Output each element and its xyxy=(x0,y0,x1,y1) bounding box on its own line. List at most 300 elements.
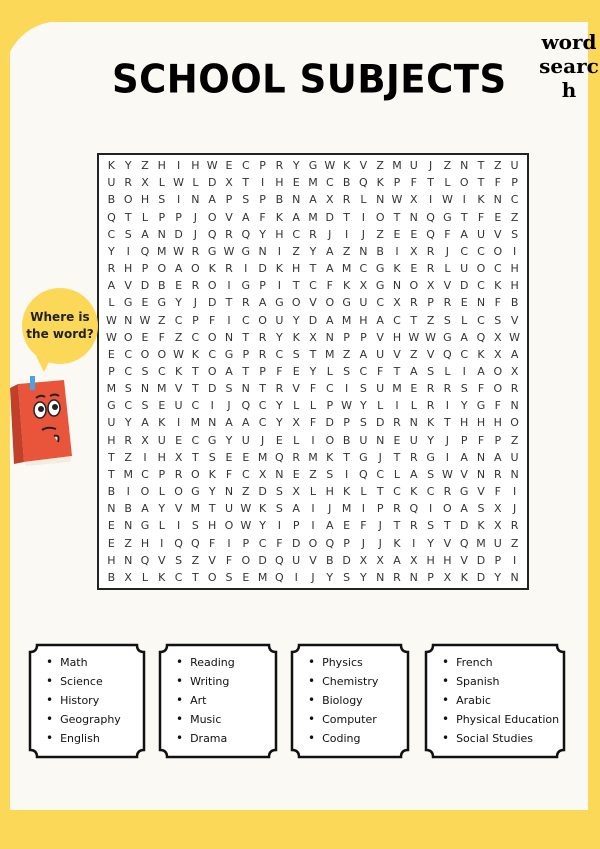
grid-letter[interactable]: S xyxy=(124,227,132,241)
grid-letter[interactable]: C xyxy=(191,433,200,447)
grid-letter[interactable]: K xyxy=(208,262,216,276)
grid-letter[interactable]: X xyxy=(376,553,384,567)
grid-letter[interactable]: D xyxy=(207,296,217,310)
grid-letter[interactable]: A xyxy=(376,313,384,327)
grid-letter[interactable]: Z xyxy=(141,159,149,173)
grid-letter[interactable]: H xyxy=(443,553,452,567)
grid-letter[interactable]: M xyxy=(190,502,201,516)
grid-letter[interactable]: X xyxy=(494,330,502,344)
grid-letter[interactable]: C xyxy=(208,347,217,361)
grid-letter[interactable]: Z xyxy=(158,313,166,327)
grid-letter[interactable]: O xyxy=(123,330,133,344)
grid-letter[interactable]: N xyxy=(275,467,284,481)
grid-letter[interactable]: O xyxy=(123,193,133,207)
grid-letter[interactable]: X xyxy=(393,296,401,310)
grid-letter[interactable]: Y xyxy=(276,330,283,344)
grid-letter[interactable]: Y xyxy=(427,433,434,447)
grid-letter[interactable]: Y xyxy=(158,502,166,516)
grid-letter[interactable]: M xyxy=(476,536,486,550)
grid-letter[interactable]: X xyxy=(510,364,519,378)
grid-letter[interactable]: X xyxy=(225,176,233,190)
grid-letter[interactable]: O xyxy=(207,330,217,344)
grid-letter[interactable]: Y xyxy=(276,399,283,413)
grid-letter[interactable]: T xyxy=(192,570,199,584)
grid-letter[interactable]: M xyxy=(308,450,318,464)
grid-letter[interactable]: E xyxy=(175,433,183,447)
grid-letter[interactable]: Z xyxy=(292,244,300,258)
grid-letter[interactable]: O xyxy=(157,347,167,361)
grid-letter[interactable]: X xyxy=(494,519,502,533)
grid-letter[interactable]: I xyxy=(126,485,130,499)
grid-letter[interactable]: D xyxy=(174,227,183,241)
grid-letter[interactable]: T xyxy=(343,450,350,464)
grid-letter[interactable]: C xyxy=(477,313,485,327)
grid-letter[interactable]: O xyxy=(325,296,335,310)
grid-letter[interactable]: R xyxy=(124,176,133,190)
grid-letter[interactable]: J xyxy=(445,244,450,258)
grid-letter[interactable]: D xyxy=(375,416,385,430)
grid-letter[interactable]: J xyxy=(428,159,433,173)
grid-letter[interactable]: D xyxy=(325,416,335,430)
grid-letter[interactable]: V xyxy=(309,553,317,567)
grid-letter[interactable]: Q xyxy=(275,570,284,584)
grid-letter[interactable]: I xyxy=(160,536,164,550)
grid-letter[interactable]: T xyxy=(192,450,199,464)
grid-letter[interactable]: C xyxy=(258,399,267,413)
grid-letter[interactable]: R xyxy=(191,244,200,258)
grid-letter[interactable]: V xyxy=(309,296,317,310)
grid-letter[interactable]: J xyxy=(361,227,366,241)
grid-letter[interactable]: S xyxy=(427,364,435,378)
grid-letter[interactable]: H xyxy=(359,313,368,327)
grid-letter[interactable]: V xyxy=(443,279,452,293)
grid-letter[interactable]: U xyxy=(376,382,385,396)
grid-letter[interactable]: M xyxy=(308,210,318,224)
grid-letter[interactable]: I xyxy=(361,502,366,516)
grid-letter[interactable]: Q xyxy=(359,176,368,190)
grid-letter[interactable]: I xyxy=(512,244,517,258)
grid-letter[interactable]: O xyxy=(476,262,486,276)
grid-letter[interactable]: N xyxy=(493,193,502,207)
grid-letter[interactable]: R xyxy=(393,416,401,430)
grid-letter[interactable]: A xyxy=(510,347,519,361)
grid-letter[interactable]: O xyxy=(224,519,234,533)
grid-letter[interactable]: I xyxy=(176,159,181,173)
grid-letter[interactable]: Y xyxy=(124,416,132,430)
grid-letter[interactable]: S xyxy=(158,193,166,207)
grid-letter[interactable]: W xyxy=(341,399,353,413)
grid-letter[interactable]: H xyxy=(157,159,166,173)
grid-letter[interactable]: L xyxy=(293,399,300,413)
grid-letter[interactable]: D xyxy=(476,553,486,567)
grid-letter[interactable]: G xyxy=(123,296,133,310)
grid-letter[interactable]: Q xyxy=(325,536,335,550)
grid-letter[interactable]: Z xyxy=(510,433,519,447)
grid-letter[interactable]: P xyxy=(427,296,434,310)
grid-letter[interactable]: C xyxy=(124,399,133,413)
grid-letter[interactable]: Y xyxy=(175,296,182,310)
grid-letter[interactable]: T xyxy=(410,313,418,327)
grid-letter[interactable]: N xyxy=(224,485,234,499)
grid-letter[interactable]: R xyxy=(258,330,267,344)
grid-letter[interactable]: E xyxy=(107,347,115,361)
grid-letter[interactable]: A xyxy=(359,347,368,361)
grid-letter[interactable]: B xyxy=(342,176,351,190)
grid-letter[interactable]: H xyxy=(275,176,284,190)
grid-letter[interactable]: T xyxy=(444,416,451,430)
grid-letter[interactable]: R xyxy=(510,382,519,396)
grid-letter[interactable]: G xyxy=(207,244,217,258)
grid-letter[interactable]: O xyxy=(207,279,217,293)
grid-letter[interactable]: E xyxy=(225,450,233,464)
grid-letter[interactable]: V xyxy=(124,279,132,293)
grid-letter[interactable]: E xyxy=(292,364,300,378)
grid-letter[interactable]: W xyxy=(223,244,235,258)
grid-letter[interactable]: U xyxy=(409,433,418,447)
grid-letter[interactable]: L xyxy=(192,176,199,190)
grid-letter[interactable]: Q xyxy=(359,467,368,481)
grid-letter[interactable]: C xyxy=(241,467,250,481)
grid-letter[interactable]: A xyxy=(460,227,468,241)
grid-letter[interactable]: T xyxy=(343,210,350,224)
grid-letter[interactable]: H xyxy=(157,450,166,464)
grid-letter[interactable]: X xyxy=(124,570,132,584)
grid-letter[interactable]: J xyxy=(445,433,450,447)
grid-letter[interactable]: A xyxy=(309,193,317,207)
grid-letter[interactable]: I xyxy=(512,485,517,499)
grid-letter[interactable]: G xyxy=(443,330,452,344)
grid-letter[interactable]: X xyxy=(410,244,418,258)
grid-letter[interactable]: S xyxy=(343,364,351,378)
grid-letter[interactable]: S xyxy=(460,382,468,396)
grid-letter[interactable]: X xyxy=(443,570,452,584)
grid-letter[interactable]: B xyxy=(510,296,519,310)
grid-letter[interactable]: Y xyxy=(108,244,115,258)
grid-letter[interactable]: Q xyxy=(275,450,284,464)
grid-letter[interactable]: N xyxy=(124,553,133,567)
grid-letter[interactable]: V xyxy=(225,210,233,224)
grid-letter[interactable]: L xyxy=(410,399,417,413)
grid-letter[interactable]: Y xyxy=(460,399,468,413)
grid-letter[interactable]: X xyxy=(410,553,418,567)
grid-letter[interactable]: F xyxy=(276,536,283,550)
grid-letter[interactable]: G xyxy=(241,279,251,293)
grid-letter[interactable]: J xyxy=(328,502,332,516)
grid-letter[interactable]: P xyxy=(494,433,502,447)
grid-letter[interactable]: R xyxy=(409,519,418,533)
grid-letter[interactable]: D xyxy=(459,519,469,533)
grid-letter[interactable]: A xyxy=(326,262,334,276)
grid-letter[interactable]: P xyxy=(343,330,350,344)
grid-letter[interactable]: E xyxy=(410,227,418,241)
grid-letter[interactable]: U xyxy=(359,296,368,310)
grid-letter[interactable]: E xyxy=(343,519,351,533)
grid-letter[interactable]: C xyxy=(477,279,485,293)
grid-letter[interactable]: Q xyxy=(443,347,452,361)
grid-letter[interactable]: I xyxy=(311,433,315,447)
grid-letter[interactable]: W xyxy=(441,193,453,207)
grid-letter[interactable]: S xyxy=(124,382,132,396)
grid-letter[interactable]: U xyxy=(493,536,502,550)
grid-letter[interactable]: X xyxy=(494,347,502,361)
grid-letter[interactable]: I xyxy=(445,399,450,413)
grid-letter[interactable]: R xyxy=(124,433,133,447)
grid-letter[interactable]: E xyxy=(393,227,401,241)
grid-letter[interactable]: S xyxy=(494,313,502,327)
grid-letter[interactable]: R xyxy=(225,262,233,276)
grid-letter[interactable]: R xyxy=(309,227,317,241)
grid-letter[interactable]: F xyxy=(377,364,384,378)
grid-letter[interactable]: C xyxy=(426,485,435,499)
grid-letter[interactable]: F xyxy=(477,210,485,224)
grid-letter[interactable]: N xyxy=(359,244,368,258)
grid-letter[interactable]: K xyxy=(477,519,485,533)
grid-letter[interactable]: H xyxy=(292,262,301,276)
grid-letter[interactable]: T xyxy=(124,210,132,224)
grid-letter[interactable]: U xyxy=(376,347,385,361)
grid-letter[interactable]: E xyxy=(494,210,502,224)
grid-letter[interactable]: K xyxy=(174,364,183,378)
grid-letter[interactable]: Q xyxy=(140,244,150,258)
grid-letter[interactable]: E xyxy=(460,296,468,310)
grid-letter[interactable]: I xyxy=(412,536,416,550)
grid-letter[interactable]: R xyxy=(174,467,183,481)
grid-letter[interactable]: Y xyxy=(259,519,266,533)
grid-letter[interactable]: S xyxy=(511,227,519,241)
grid-letter[interactable]: R xyxy=(409,296,418,310)
grid-letter[interactable]: H xyxy=(476,416,486,430)
grid-letter[interactable]: Y xyxy=(276,416,283,430)
grid-letter[interactable]: F xyxy=(259,210,266,224)
grid-letter[interactable]: N xyxy=(409,570,418,584)
grid-letter[interactable]: G xyxy=(443,210,452,224)
grid-letter[interactable]: P xyxy=(259,159,266,173)
grid-letter[interactable]: N xyxy=(224,330,234,344)
grid-letter[interactable]: H xyxy=(140,193,150,207)
grid-letter[interactable]: N xyxy=(376,193,385,207)
grid-letter[interactable]: B xyxy=(107,485,116,499)
grid-letter[interactable]: T xyxy=(242,364,250,378)
grid-letter[interactable]: B xyxy=(158,279,166,293)
grid-letter[interactable]: I xyxy=(277,279,282,293)
grid-letter[interactable]: Q xyxy=(140,553,150,567)
grid-letter[interactable]: W xyxy=(240,502,252,516)
grid-letter[interactable]: P xyxy=(427,570,434,584)
grid-letter[interactable]: K xyxy=(107,159,115,173)
grid-letter[interactable]: C xyxy=(124,364,133,378)
grid-letter[interactable]: X xyxy=(410,193,418,207)
grid-letter[interactable]: O xyxy=(443,502,452,516)
grid-letter[interactable]: Y xyxy=(124,159,132,173)
grid-letter[interactable]: Y xyxy=(427,536,434,550)
grid-letter[interactable]: M xyxy=(257,570,268,584)
grid-letter[interactable]: R xyxy=(409,450,418,464)
grid-letter[interactable]: Z xyxy=(494,159,502,173)
grid-letter[interactable]: T xyxy=(225,296,233,310)
grid-letter[interactable]: T xyxy=(477,159,485,173)
grid-letter[interactable]: T xyxy=(208,502,216,516)
grid-letter[interactable]: I xyxy=(294,570,298,584)
grid-letter[interactable]: S xyxy=(427,519,435,533)
grid-letter[interactable]: M xyxy=(157,244,167,258)
grid-letter[interactable]: Z xyxy=(124,450,132,464)
grid-letter[interactable]: F xyxy=(494,296,501,310)
grid-letter[interactable]: Y xyxy=(208,485,216,499)
grid-letter[interactable]: A xyxy=(141,227,149,241)
grid-letter[interactable]: R xyxy=(292,450,301,464)
grid-letter[interactable]: Z xyxy=(443,159,452,173)
grid-letter[interactable]: P xyxy=(343,536,350,550)
grid-letter[interactable]: F xyxy=(494,399,501,413)
grid-letter[interactable]: I xyxy=(277,519,282,533)
grid-letter[interactable]: N xyxy=(392,279,402,293)
grid-letter[interactable]: P xyxy=(242,536,250,550)
grid-letter[interactable]: O xyxy=(191,262,200,276)
grid-letter[interactable]: A xyxy=(242,416,250,430)
grid-letter[interactable]: N xyxy=(292,193,301,207)
grid-letter[interactable]: U xyxy=(107,176,116,190)
grid-letter[interactable]: L xyxy=(158,485,165,499)
grid-letter[interactable]: O xyxy=(325,433,335,447)
grid-letter[interactable]: D xyxy=(325,210,335,224)
grid-letter[interactable]: X xyxy=(359,553,368,567)
grid-letter[interactable]: S xyxy=(275,502,283,516)
grid-letter[interactable]: X xyxy=(309,330,317,344)
grid-letter[interactable]: X xyxy=(174,450,183,464)
grid-letter[interactable]: L xyxy=(309,485,317,499)
grid-letter[interactable]: V xyxy=(376,330,384,344)
grid-letter[interactable]: Z xyxy=(376,159,384,173)
grid-letter[interactable]: A xyxy=(141,416,149,430)
grid-letter[interactable]: K xyxy=(342,159,351,173)
grid-letter[interactable]: X xyxy=(292,485,300,499)
grid-letter[interactable]: S xyxy=(225,382,233,396)
grid-letter[interactable]: H xyxy=(460,416,469,430)
grid-letter[interactable]: K xyxy=(477,193,485,207)
grid-letter[interactable]: V xyxy=(460,553,468,567)
grid-letter[interactable]: P xyxy=(259,193,266,207)
grid-letter[interactable]: W xyxy=(173,244,185,258)
grid-letter[interactable]: N xyxy=(325,330,334,344)
grid-letter[interactable]: K xyxy=(158,416,166,430)
grid-letter[interactable]: G xyxy=(426,450,435,464)
grid-letter[interactable]: Y xyxy=(494,570,502,584)
grid-letter[interactable]: I xyxy=(176,519,181,533)
grid-letter[interactable]: H xyxy=(510,279,519,293)
grid-letter[interactable]: G xyxy=(459,485,469,499)
grid-letter[interactable]: J xyxy=(512,502,517,516)
grid-letter[interactable]: K xyxy=(191,347,199,361)
grid-letter[interactable]: D xyxy=(258,553,267,567)
grid-letter[interactable]: A xyxy=(174,262,183,276)
grid-letter[interactable]: V xyxy=(477,485,485,499)
grid-letter[interactable]: F xyxy=(309,382,317,396)
grid-letter[interactable]: I xyxy=(227,536,231,550)
grid-letter[interactable]: R xyxy=(107,262,116,276)
grid-letter[interactable]: W xyxy=(139,313,151,327)
grid-letter[interactable]: Q xyxy=(409,502,419,516)
grid-letter[interactable]: R xyxy=(426,382,435,396)
grid-letter[interactable]: I xyxy=(311,502,315,516)
grid-letter[interactable]: V xyxy=(393,347,401,361)
grid-letter[interactable]: C xyxy=(376,467,385,481)
grid-letter[interactable]: N xyxy=(510,467,519,481)
grid-letter[interactable]: I xyxy=(428,502,433,516)
grid-letter[interactable]: S xyxy=(242,193,250,207)
grid-letter[interactable]: N xyxy=(409,416,418,430)
grid-letter[interactable]: S xyxy=(208,450,216,464)
grid-letter[interactable]: O xyxy=(191,467,200,481)
grid-letter[interactable]: I xyxy=(227,313,231,327)
grid-letter[interactable]: S xyxy=(326,467,334,481)
grid-letter[interactable]: K xyxy=(158,570,166,584)
grid-letter[interactable]: P xyxy=(141,262,149,276)
grid-letter[interactable]: W xyxy=(324,159,336,173)
grid-letter[interactable]: C xyxy=(510,193,519,207)
grid-letter[interactable]: Y xyxy=(326,570,334,584)
grid-letter[interactable]: T xyxy=(292,279,300,293)
grid-letter[interactable]: O xyxy=(140,485,150,499)
grid-letter[interactable]: K xyxy=(342,485,351,499)
grid-letter[interactable]: E xyxy=(410,382,418,396)
grid-letter[interactable]: K xyxy=(393,536,401,550)
grid-letter[interactable]: C xyxy=(460,347,469,361)
grid-letter[interactable]: I xyxy=(344,467,349,481)
grid-letter[interactable]: T xyxy=(192,364,199,378)
grid-letter[interactable]: B xyxy=(342,433,351,447)
grid-letter[interactable]: X xyxy=(359,279,368,293)
grid-letter[interactable]: K xyxy=(393,262,401,276)
grid-letter[interactable]: N xyxy=(476,450,486,464)
grid-letter[interactable]: H xyxy=(275,227,284,241)
grid-letter[interactable]: P xyxy=(292,519,300,533)
grid-letter[interactable]: A xyxy=(292,502,300,516)
grid-letter[interactable]: J xyxy=(378,536,382,550)
grid-letter[interactable]: X xyxy=(292,416,300,430)
grid-letter[interactable]: P xyxy=(326,399,334,413)
grid-letter[interactable]: Z xyxy=(510,536,519,550)
grid-letter[interactable]: O xyxy=(493,382,503,396)
grid-letter[interactable]: X xyxy=(141,433,149,447)
grid-letter[interactable]: R xyxy=(493,467,502,481)
grid-letter[interactable]: H xyxy=(510,262,519,276)
grid-letter[interactable]: C xyxy=(275,347,284,361)
grid-letter[interactable]: E xyxy=(225,159,233,173)
grid-letter[interactable]: N xyxy=(124,519,133,533)
grid-letter[interactable]: V xyxy=(443,536,452,550)
grid-letter[interactable]: K xyxy=(494,279,502,293)
grid-letter[interactable]: F xyxy=(326,279,333,293)
grid-letter[interactable]: C xyxy=(292,227,301,241)
grid-letter[interactable]: L xyxy=(444,262,451,276)
grid-letter[interactable]: K xyxy=(342,279,351,293)
grid-letter[interactable]: T xyxy=(259,382,266,396)
grid-letter[interactable]: F xyxy=(410,176,417,190)
grid-letter[interactable]: O xyxy=(493,364,503,378)
grid-letter[interactable]: U xyxy=(174,399,183,413)
grid-letter[interactable]: A xyxy=(225,416,233,430)
grid-letter[interactable]: O xyxy=(140,347,150,361)
grid-letter[interactable]: R xyxy=(510,519,519,533)
grid-letter[interactable]: T xyxy=(108,467,115,481)
grid-letter[interactable]: M xyxy=(325,347,335,361)
grid-letter[interactable]: I xyxy=(176,416,181,430)
grid-letter[interactable]: K xyxy=(292,330,300,344)
grid-letter[interactable]: A xyxy=(410,467,418,481)
grid-letter[interactable]: G xyxy=(207,433,217,447)
grid-letter[interactable]: V xyxy=(158,553,166,567)
grid-letter[interactable]: R xyxy=(443,485,452,499)
